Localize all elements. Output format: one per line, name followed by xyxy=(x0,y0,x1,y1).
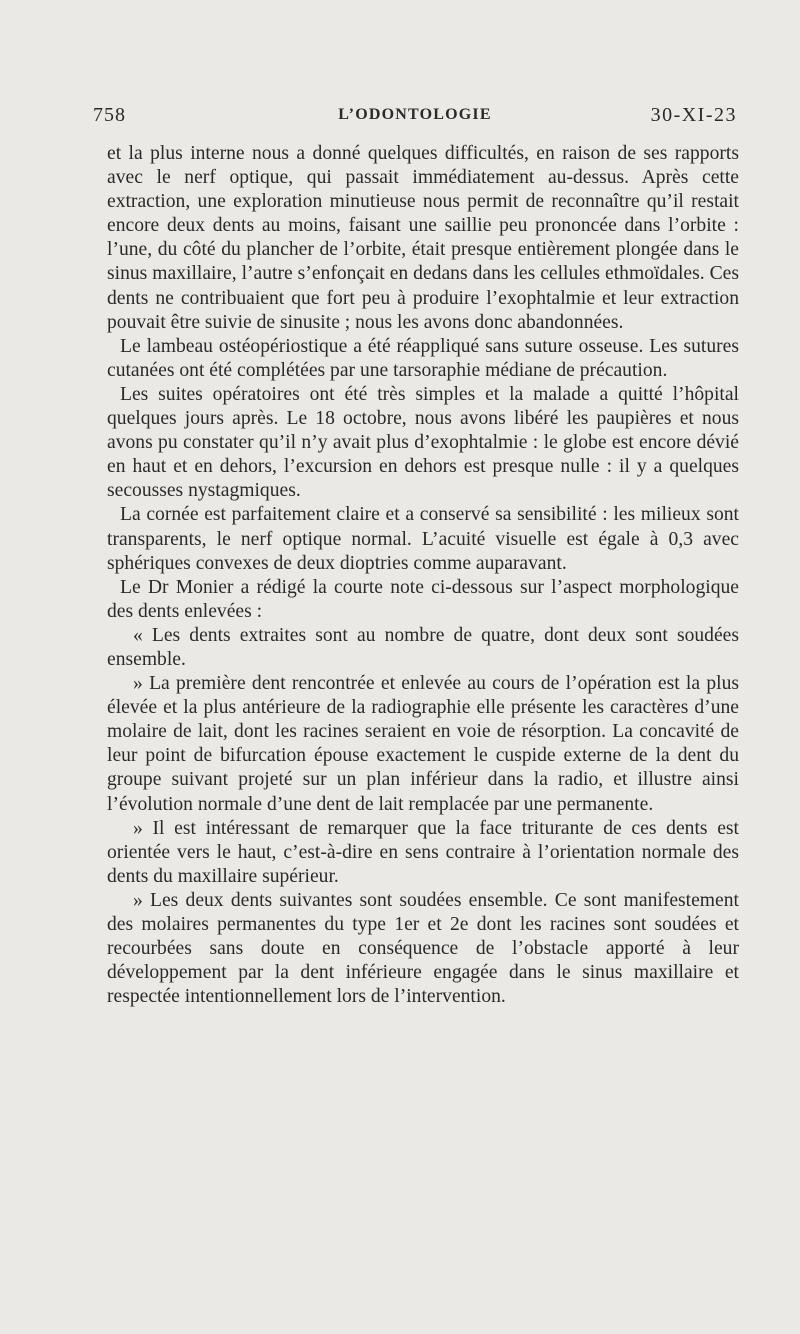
running-head xyxy=(93,104,737,132)
quote-paragraph: » Les deux dents suivantes sont soudées ensemble. Ce sont manifestement des molaires permanentes du type 1er et 2e dont les racines sont soudées et recourbées sans doute en conséquence de l’obstacle apporté à leur développement par la dent inférieure engagée dans le sinus maxillaire et respectée intentionnellement lors de l’intervention. xyxy=(107,889,739,1008)
paragraph: Le lambeau ostéopériostique a été réappliqué sans suture osseuse. Les sutures cutanées ont été complétées par une tarsoraphie médiane de précaution. xyxy=(107,335,739,381)
quote-paragraph: » La première dent rencontrée et enlevée au cours de l’opération est la plus élevée et la plus antérieure de la radiographie elle présente les caractères d’une molaire de lait, dont les racines seraient en voie de résorption. La concavité de leur point de bifurcation épouse exactement le cuspide externe de la dent du groupe suivant projeté sur un plan inférieur dans la radio, et illustre ainsi l’évolution normale d’une dent de lait remplacée par une permanente. xyxy=(107,673,739,815)
quote-paragraph: » Il est intéressant de remarquer que la face triturante de ces dents est orientée vers le haut, c’est-à-dire en sens contraire à l’orientation normale des dents du maxillaire supérieur. xyxy=(107,817,739,887)
body-text xyxy=(107,142,739,1009)
paragraph: La cornée est parfaitement claire et a conservé sa sensibilité : les milieux sont transparents, le nerf optique normal. L’acuité visuelle est égale à 0,3 avec sphériques convexes de deux dioptries comme auparavant. xyxy=(107,504,739,574)
paragraph: Les suites opératoires ont été très simples et la malade a quitté l’hôpital quelques jours après. Le 18 octobre, nous avons libéré les paupières et nous avons pu constater qu’il n’y avait plus d’exophtalmie : le globe est encore dévié en haut et en dehors, l’excursion en dehors est presque nulle : il y a quelques secousses nystagmiques. xyxy=(107,383,739,502)
paragraph: et la plus interne nous a donné quelques difficultés, en raison de ses rapports avec le nerf optique, qui passait immédiatement au-dessus. Après cette extraction, une exploration minutieuse nous permit de reconnaître qu’il restait encore deux dents au moins, faisant une saillie peu prononcée dans l’orbite : l’une, du côté du plancher de l’orbite, était presque entièrement plongée dans le sinus maxillaire, l’autre s’enfonçait en dedans dans les cellules ethmoïdales. Ces dents ne contribuaient que fort peu à produire l’exophtalmie et leur extraction pouvait être suivie de sinusite ; nous les avons donc abandonnées. xyxy=(107,143,739,333)
page-number: 758 xyxy=(93,104,126,126)
paragraph: Le Dr Monier a rédigé la courte note ci-dessous sur l’aspect morphologique des dents enlevées : xyxy=(107,576,739,622)
issue-date: 30-XI-23 xyxy=(650,104,737,126)
quote-paragraph: « Les dents extraites sont au nombre de quatre, dont deux sont soudées ensemble. xyxy=(107,624,739,670)
journal-title: L’ODONTOLOGIE xyxy=(338,106,492,123)
